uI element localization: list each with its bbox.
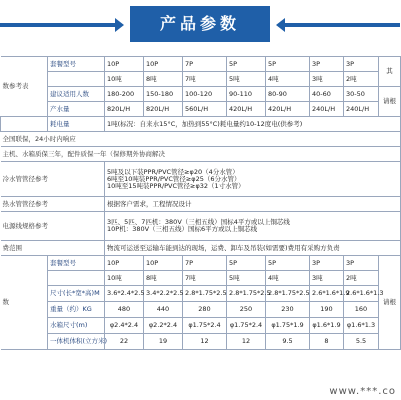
row-label: 建议适用人数: [48, 87, 105, 102]
value-cell: 420L/H: [227, 102, 266, 117]
value-cell: 7吨: [183, 72, 227, 87]
table-row: [1, 72, 401, 87]
info-section: 耗电量: [48, 117, 105, 132]
value-cell: 2.8*1.75*2.5: [227, 286, 266, 302]
value-cell: 820L/H: [105, 102, 144, 117]
value-cell: 2.8*1.75*2.5: [183, 286, 227, 302]
table-row: [1, 302, 401, 318]
info-empty: [1, 117, 48, 132]
value-cell: φ2.2*2.4: [144, 318, 183, 334]
value-cell: 30-50: [344, 87, 379, 102]
value-cell: 5.5: [344, 334, 379, 350]
value-cell: 4吨: [266, 72, 310, 87]
value-cell: 5吨: [227, 72, 266, 87]
info-section: 全国联保，24小时内响应: [1, 132, 401, 147]
info-section: 冷水管管径参考: [1, 162, 105, 197]
value-cell: 180-200: [105, 87, 144, 102]
value-cell: 5P: [266, 57, 310, 72]
info-row: [1, 212, 401, 241]
row-label: 产水量: [48, 102, 105, 117]
spec-table: [0, 56, 401, 350]
table-row: [1, 256, 401, 271]
value-cell: 7P: [183, 256, 227, 271]
value-cell: 100-120: [183, 87, 227, 102]
watermark: www.***.co: [329, 386, 396, 397]
value-cell: 420L/H: [266, 102, 310, 117]
value-cell: 230: [266, 302, 310, 318]
row-label: 重量（约）KG: [48, 302, 105, 318]
banner-arrow-right: [276, 18, 285, 32]
value-cell: 5P: [227, 256, 266, 271]
row-label: 一体机体积(立方米): [48, 334, 105, 350]
row-label: 水箱尺寸(m): [48, 318, 105, 334]
value-cell: 7P: [183, 57, 227, 72]
row-label: [48, 271, 105, 286]
side-note: 请根: [379, 87, 401, 117]
info-row: [1, 132, 401, 147]
info-text: 5吨及以下装PPR/PVC管径≥φ20（4分水管） 6吨至10吨装PPR/PVC管径≥φ25（6分水管） 10吨至15吨装PPR/PVC管径≥φ32（1寸水管）: [105, 162, 401, 197]
value-cell: 280: [183, 302, 227, 318]
value-cell: 10P: [105, 57, 144, 72]
row-label: [48, 72, 105, 87]
value-cell: 19: [144, 334, 183, 350]
table-row: [1, 87, 401, 102]
value-cell: 160: [344, 302, 379, 318]
info-text: 根据客户需求，工程情况设计: [105, 197, 401, 212]
table-row: [1, 286, 401, 302]
value-cell: 3P: [310, 57, 344, 72]
value-cell: 9.5: [266, 334, 310, 350]
table-row: [1, 334, 401, 350]
value-cell: 820L/H: [144, 102, 183, 117]
value-cell: 240L/H: [344, 102, 379, 117]
banner-title: 产品参数: [130, 6, 270, 42]
value-cell: φ1.6*1.9: [310, 318, 344, 334]
section-label: 数: [1, 256, 48, 350]
value-cell: 440: [144, 302, 183, 318]
value-cell: 240L/H: [310, 102, 344, 117]
table-row: [1, 271, 401, 286]
side-note: 请根: [379, 256, 401, 350]
value-cell: 5P: [266, 256, 310, 271]
value-cell: 80-90: [266, 87, 310, 102]
value-cell: 190: [310, 302, 344, 318]
value-cell: 2.8*1.75*2.5: [266, 286, 310, 302]
value-cell: 3.4*2.2*2.5: [144, 286, 183, 302]
section-banner: [0, 6, 400, 44]
value-cell: 40-60: [310, 87, 344, 102]
side-note: 其: [379, 57, 401, 87]
value-cell: 10P: [144, 256, 183, 271]
row-label: 套餐型号: [48, 57, 105, 72]
value-cell: 12: [183, 334, 227, 350]
info-row: [1, 241, 401, 256]
value-cell: 2.6*1.6*1.9: [310, 286, 344, 302]
value-cell: 3吨: [310, 72, 344, 87]
value-cell: 3P: [344, 57, 379, 72]
table-row: [1, 57, 401, 72]
row-label: 尺寸(长*宽*高)M: [48, 286, 105, 302]
value-cell: 8: [310, 334, 344, 350]
info-text: 3匹、5匹、7匹机：380V（三相五线）国标4平方或以上铜芯线 10P机：380V（三相五线）国标6平方或以上铜芯线: [105, 212, 401, 241]
value-cell: 3P: [344, 256, 379, 271]
value-cell: 10吨: [105, 72, 144, 87]
value-cell: 560L/H: [183, 102, 227, 117]
value-cell: 90-110: [227, 87, 266, 102]
value-cell: 2吨: [344, 271, 379, 286]
info-row: [1, 117, 401, 132]
value-cell: 12: [227, 334, 266, 350]
info-row: [1, 197, 401, 212]
table-row: [1, 102, 401, 117]
value-cell: 8吨: [144, 72, 183, 87]
value-cell: φ1.75*1.9: [266, 318, 310, 334]
value-cell: 10P: [105, 256, 144, 271]
table-row: [1, 318, 401, 334]
value-cell: 250: [227, 302, 266, 318]
value-cell: φ1.75*2.4: [227, 318, 266, 334]
value-cell: 3P: [310, 256, 344, 271]
banner-stripe-right: [285, 23, 400, 27]
value-cell: 8吨: [144, 271, 183, 286]
value-cell: φ1.75*2.4: [183, 318, 227, 334]
info-row: [1, 162, 401, 197]
value-cell: 7吨: [183, 271, 227, 286]
value-cell: 3吨: [310, 271, 344, 286]
value-cell: φ1.6*1.3: [344, 318, 379, 334]
info-text: 物流可运送至运输车能到达的现场，运费、卸车及吊装(如需要)费用有采购方负责: [105, 241, 401, 256]
value-cell: 10吨: [105, 271, 144, 286]
value-cell: 2.6*1.6*1.3: [344, 286, 379, 302]
section-label: 数参考表: [1, 57, 48, 117]
value-cell: 150-180: [144, 87, 183, 102]
value-cell: 2吨: [344, 72, 379, 87]
info-text: 1吨(标况：自来水15°C，加热到55°C)耗电量约10-12度电(供参考): [105, 117, 401, 132]
info-section: 费范围: [1, 241, 105, 256]
info-section: 主机、水箱质保三年，配件质保一年（保修期外协商解决: [1, 147, 401, 162]
value-cell: 3.6*2.4*2.5: [105, 286, 144, 302]
value-cell: 5P: [227, 57, 266, 72]
info-row: [1, 147, 401, 162]
row-label: 套餐型号: [48, 256, 105, 271]
info-section: 热水管管径参考: [1, 197, 105, 212]
value-cell: 480: [105, 302, 144, 318]
banner-arrow-left: [115, 18, 124, 32]
value-cell: 22: [105, 334, 144, 350]
banner-stripe-left: [0, 23, 115, 27]
info-section: 电源线规格参考: [1, 212, 105, 241]
value-cell: 10P: [144, 57, 183, 72]
value-cell: φ2.4*2.4: [105, 318, 144, 334]
value-cell: 5吨: [227, 271, 266, 286]
value-cell: 4吨: [266, 271, 310, 286]
